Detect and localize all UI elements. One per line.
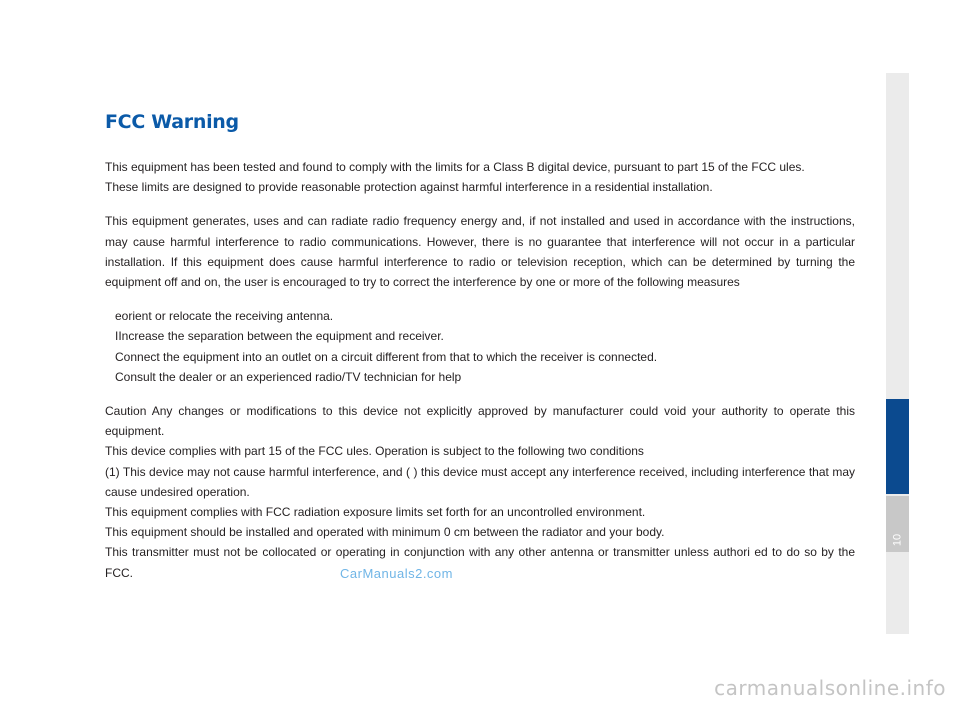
list-item: IIncrease the separation between the equipment and receiver. [115,329,444,344]
footer-watermark: carmanualsonline.info [714,676,946,700]
exposure-notice: This equipment complies with FCC radiation exposure limits set forth for an uncontrolled environment. [105,505,646,520]
colocation-notice: This transmitter must not be collocated or operating in conjunction with any other antenna or transmitter unless authori ed to do so by the FCC. [105,545,855,580]
page-title: FCC Warning [105,111,239,133]
list-item: eorient or relocate the receiving antenna. [115,309,334,324]
sidebar-active-tab [886,399,909,494]
fcc-text-body [105,157,855,583]
watermark-overlay: CarManuals2.com [340,566,453,581]
caution-notice: Caution Any changes or modifications to this device not explicitly approved by manufacturer could void your authority to operate this equipment. [105,404,855,439]
paragraph-compliance: This equipment has been tested and found to comply with the limits for a Class B digital device, pursuant to part 15 of the FCC ules. [105,160,805,174]
list-item: Connect the equipment into an outlet on a circuit different from that to which the receiver is connected. [115,349,658,364]
list-item: Consult the dealer or an experienced radio/TV technician for help [115,369,462,384]
distance-notice: This equipment should be installed and operated with minimum 0 cm between the radiator and your body. [105,525,665,540]
measures-list [105,306,855,387]
paragraph-limits: These limits are designed to provide reasonable protection against harmful interference in a residential installation. [105,180,713,195]
paragraph-interference: This equipment generates, uses and can radiate radio frequency energy and, if not installed and used in accordance with the instructions, may cause harmful interference to radio communications. However, there is no guarantee that interference will not occur in a particular installation. If this equipment does cause harmful interference to radio or television reception, which can be determined by turning the equipment off and on, the user is encouraged to try to correct the interference by one or more of the following measures [105,214,855,290]
conditions-notice: (1) This device may not cause harmful interference, and ( ) this device must accept any interference received, including interference that may cause undesired operation. [105,464,855,499]
page-number: 10 [891,533,904,547]
chapter-sidebar [886,73,909,634]
part15-notice: This device complies with part 15 of the FCC ules. Operation is subject to the following two conditions [105,444,644,459]
